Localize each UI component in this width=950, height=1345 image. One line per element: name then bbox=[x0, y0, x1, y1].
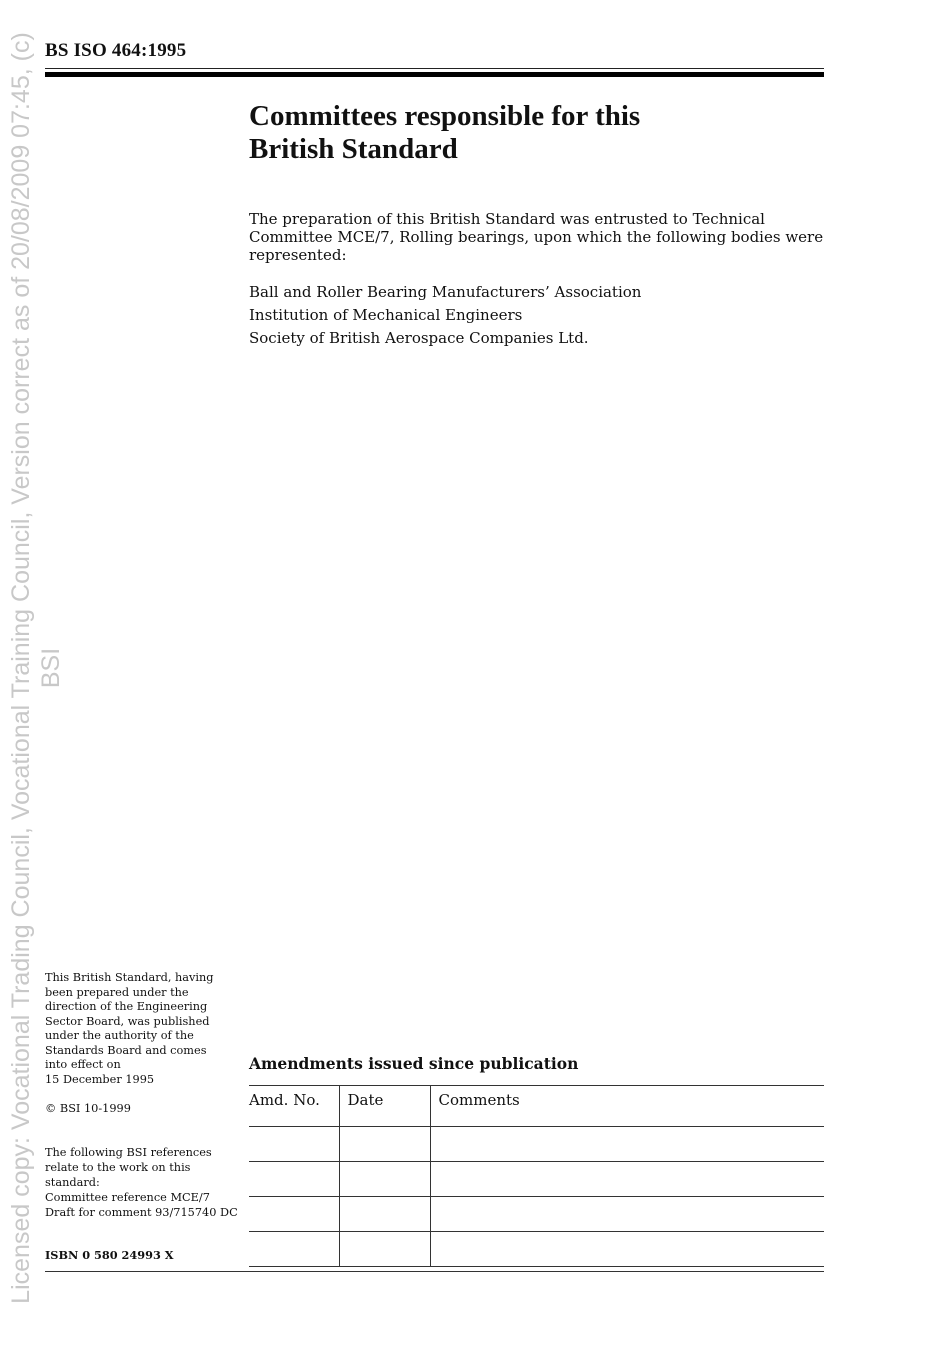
list-item: Institution of Mechanical Engineers bbox=[249, 306, 523, 324]
footer-rule bbox=[45, 1271, 824, 1272]
amendments-heading: Amendments issued since publication bbox=[249, 1054, 579, 1073]
publication-sidebar bbox=[45, 971, 245, 1087]
table-cell bbox=[339, 1127, 430, 1162]
table-row bbox=[249, 1162, 824, 1197]
column-header-date: Date bbox=[339, 1086, 430, 1127]
title-line-1: Committees responsible for this bbox=[249, 100, 641, 132]
represented-bodies-list bbox=[249, 281, 824, 350]
header-rule-thin bbox=[45, 68, 824, 69]
committee-intro-paragraph: The preparation of this British Standard was entrusted to Technical Committee MCE/7, Rolling bearings, upon which the following bodies were represented: bbox=[249, 210, 824, 264]
table-cell bbox=[249, 1197, 339, 1232]
title-line-2: British Standard bbox=[249, 133, 458, 165]
watermark-line-1: Licensed copy: Vocational Trading Council, Vocational Training Council, Version correct as of 20/08/2009 07:45, (c) bbox=[7, 32, 35, 1304]
list-item: Ball and Roller Bearing Manufacturers’ Association bbox=[249, 283, 642, 301]
page-title bbox=[249, 100, 809, 166]
table-cell bbox=[430, 1197, 824, 1232]
table-cell bbox=[249, 1127, 339, 1162]
watermark-line-2: BSI bbox=[37, 647, 65, 689]
table-cell bbox=[430, 1162, 824, 1197]
table-row bbox=[249, 1127, 824, 1162]
column-header-amd-no: Amd. No. bbox=[249, 1086, 339, 1127]
bsi-references: The following BSI references relate to the work on this standard: Committee reference MCE/7 Draft for comment 93/715740 DC bbox=[45, 1146, 238, 1219]
table-cell bbox=[339, 1197, 430, 1232]
table-cell bbox=[339, 1232, 430, 1267]
column-header-comments: Comments bbox=[430, 1086, 824, 1127]
document-id: BS ISO 464:1995 bbox=[45, 40, 187, 61]
table-cell bbox=[339, 1162, 430, 1197]
table-cell bbox=[249, 1162, 339, 1197]
table-row bbox=[249, 1232, 824, 1267]
list-item: Society of British Aerospace Companies Ltd. bbox=[249, 329, 589, 347]
table-cell bbox=[249, 1232, 339, 1267]
isbn-number: ISBN 0 580 24993 X bbox=[45, 1248, 174, 1262]
table-cell bbox=[430, 1127, 824, 1162]
copyright-notice: © BSI 10-1999 bbox=[45, 1102, 131, 1115]
table-header-row bbox=[249, 1086, 824, 1127]
table-cell bbox=[430, 1232, 824, 1267]
amendments-table bbox=[249, 1085, 824, 1267]
licensed-copy-watermark bbox=[0, 0, 65, 1345]
publication-note: This British Standard, having been prepared under the direction of the Engineering Sector Board, was published under the authority of the Standards Board and comes into effect on 15 December 1995 bbox=[45, 971, 214, 1086]
header-rule-thick bbox=[45, 72, 824, 77]
table-row bbox=[249, 1197, 824, 1232]
